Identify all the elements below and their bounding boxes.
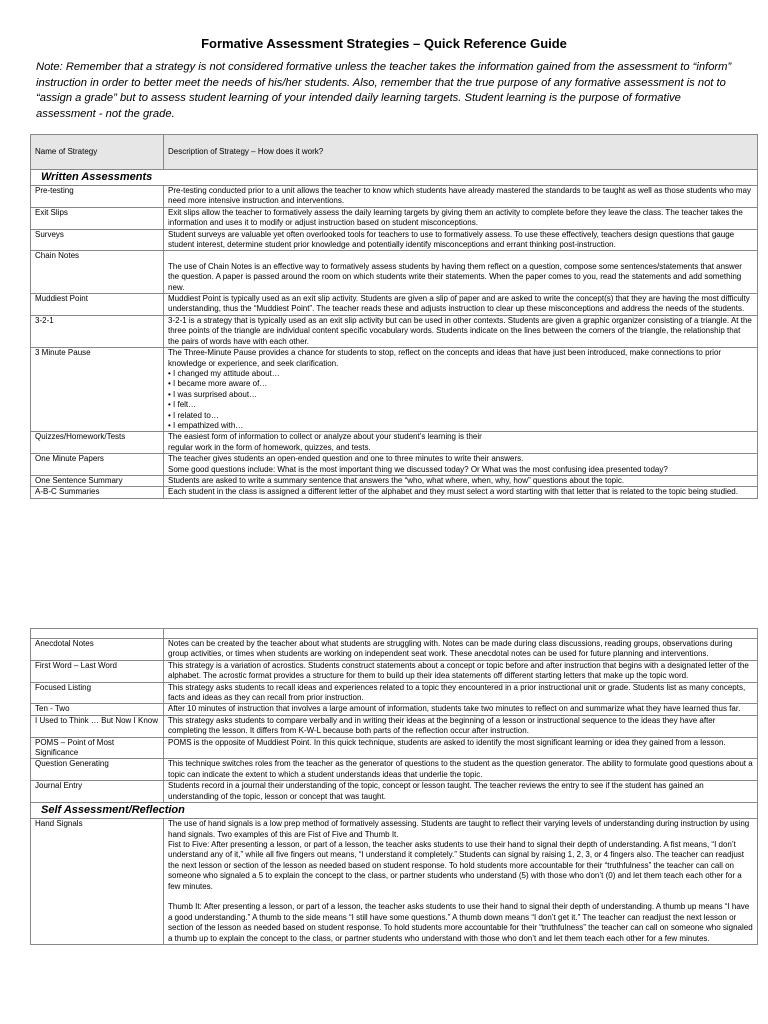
strategy-description: This technique switches roles from the teacher as the generator of questions to the student as the question generator. The ability to formulate good questions about a topic can indicate the extent to which a student understands ideas that underlie the topic. [164, 759, 758, 781]
strategy-description: The Three-Minute Pause provides a chance for students to stop, reflect on the concepts and ideas that have just been introduced, make connections to prior knowledge or experience, and seek clarification. • I changed my attitude about… • I became more aware of… • I was surprised about… • I felt… • I related to… • I empathized with… [164, 348, 758, 432]
table-row [31, 715, 758, 737]
section-row [31, 170, 758, 186]
strategy-description: Muddiest Point is typically used as an exit slip activity. Students are given a slip of paper and are asked to write the concept(s) that they are having the most difficulty understanding, thus the “Muddiest Point”. The teacher reads these and adjusts instruction to clear up these misconceptions and address the needs of the students. [164, 294, 758, 316]
strategy-description: Exit slips allow the teacher to formatively assess the daily learning targets by giving them an activity to complete before they leave the class. The teacher takes the information and uses it to modify or adjust instruction based on student misconceptions. [164, 207, 758, 229]
table-row [31, 348, 758, 432]
strategy-name: 3-2-1 [31, 315, 164, 347]
strategy-name: Ten - Two [31, 704, 164, 715]
strategy-name: One Sentence Summary [31, 475, 164, 486]
blank-row [31, 629, 758, 639]
table-row [31, 315, 758, 347]
table-row [31, 475, 758, 486]
blank-cell [31, 629, 164, 639]
table-row [31, 682, 758, 704]
strategy-description: Each student in the class is assigned a different letter of the alphabet and they must select a word starting with that letter that is related to the topic being studied. [164, 487, 758, 498]
table-header-row [31, 135, 758, 170]
strategy-description: The teacher gives students an open-ended question and one to three minutes to write their answers. Some good questions include: What is the most important thing we discussed today? Or What was the most confusing idea presented today? [164, 454, 758, 476]
section-heading-written-assessments: Written Assessments [31, 170, 758, 186]
strategy-description: The use of hand signals is a low prep method of formatively assessing. Students are taught to reflect their varying levels of understanding during instruction by using hand signals. Two examples of this are Fist of Five and Thumb It. Fist to Five: After presenting a lesson, or part of a lesson, the teacher asks students to use their hand to signal their depth of understanding. A fist means, “I don’t understand any of it,” while all five fingers out means, “I understand it completely.” Students can signal by raising 1, 2, 3, or 4 fingers also. The teacher can readjust the next lesson or section of the lesson as needed based on student response. To hold students more accountable for their “truthfulness” the teacher can call on someone who signaled a 5 to explain the concept to the class, or partner students who understand (5) with those who don’t (0) and let them teach each other for a few minutes. Thumb It: After presenting a lesson, or part of a lesson, the teacher asks students to use their hand to signal their depth of understanding. A thumb up means “I have a good understanding.” A thumb to the side means “I still have some questions.” A thumb down means “I don’t get it.” The teacher can readjust the next lesson or section of the lesson as needed based on student response. To hold students more accountable for their “truthfulness” the teacher can call on someone who signaled a thumb up to explain the concept to the class, or partner students who understand with those who don’t and let them teach each other for a few minutes. [164, 819, 758, 945]
table-row [31, 294, 758, 316]
table-row [31, 704, 758, 715]
strategy-name: One Minute Papers [31, 454, 164, 476]
strategy-description: POMS is the opposite of Muddiest Point. In this quick technique, students are asked to identify the most significant learning or idea they gained from a lesson. [164, 737, 758, 759]
strategy-name: Question Generating [31, 759, 164, 781]
blank-cell [164, 629, 758, 639]
table-row [31, 660, 758, 682]
strategy-table-written [30, 134, 758, 499]
strategy-name: First Word – Last Word [31, 660, 164, 682]
table-row [31, 781, 758, 803]
strategy-name: I Used to Think … But Now I Know [31, 715, 164, 737]
header-name-of-strategy: Name of Strategy [31, 135, 164, 170]
table-row [31, 207, 758, 229]
strategy-description: 3-2-1 is a strategy that is typically used as an exit slip activity but can be used in other contexts. Students are given a graphic organizer consisting of a triangle. At the three points of the triangle are individual content specific vocabulary words. Students indicate on the lines between the corners of the triangle, the relationship that the pairs of words have with each other. [164, 315, 758, 347]
table-row [31, 737, 758, 759]
strategy-description: Pre-testing conducted prior to a unit allows the teacher to know which students have already mastered the standards to be taught as well as those students who may need more intensive instruction and interventions. [164, 186, 758, 208]
strategy-table-continued [30, 628, 758, 945]
strategy-name: Quizzes/Homework/Tests [31, 432, 164, 454]
intro-note: Note: Remember that a strategy is not considered formative unless the teacher takes the information gained from the assessment to “inform” instruction in order to better meet the needs of his/her students. Also, remember that the true purpose of any formative assessment is not to “assign a grade” but to assess student learning of your intended daily learning targets. Student learning is the purpose of formative assessment - not the grade. [36, 61, 732, 120]
strategy-description: Students record in a journal their understanding of the topic, concept or lesson taught. The teacher reviews the entry to see if the student has gained an understanding of the topic, lesson or concept that was taught. [164, 781, 758, 803]
table-row [31, 759, 758, 781]
strategy-name: Anecdotal Notes [31, 639, 164, 661]
table-row [31, 454, 758, 476]
strategy-description: Student surveys are valuable yet often overlooked tools for teachers to use to formatively assess. To use these effectively, teachers design questions that gauge student interest, determine student prior knowledge and potentially identify misconceptions and errant thinking post-instruction. [164, 229, 758, 251]
strategy-description: This strategy asks students to recall ideas and experiences related to a topic they encountered in a prior instructional unit or grade. Students list as many concepts, facts and ideas as they can recall from prior instruction. [164, 682, 758, 704]
strategy-description: Students are asked to write a summary sentence that answers the “who, what where, when, why, how” questions about the topic. [164, 475, 758, 486]
header-description: Description of Strategy – How does it work? [164, 135, 758, 170]
section-row [31, 803, 758, 819]
table-row [31, 487, 758, 498]
strategy-description: Notes can be created by the teacher about what students are struggling with. Notes can be made during class discussions, reading groups, observations during group activities, or times when students are working on independent seat work. These anecdotal notes can be used for future planning and interventions. [164, 639, 758, 661]
strategy-name: Hand Signals [31, 819, 164, 945]
strategy-name: Pre-testing [31, 186, 164, 208]
table-row [31, 186, 758, 208]
table-row [31, 639, 758, 661]
strategy-name: POMS – Point of Most Significance [31, 737, 164, 759]
strategy-description: This strategy is a variation of acrostics. Students construct statements about a concept or topic before and after instruction that begins with a designated letter of the alphabet. The acrostic format provides a structure for them to build up their idea statements off different starting letters that make up the topic word. [164, 660, 758, 682]
section-heading-self-assessment: Self Assessment/Reflection [31, 803, 758, 819]
strategy-description: The easiest form of information to collect or analyze about your student’s learning is their regular work in the form of homework, quizzes, and tests. [164, 432, 758, 454]
strategy-name: Muddiest Point [31, 294, 164, 316]
page-title: Formative Assessment Strategies – Quick Reference Guide [201, 36, 567, 51]
table-row [31, 229, 758, 251]
strategy-description: The use of Chain Notes is an effective way to formatively assess students by having them reflect on a question, compose some sentences/statements that answer the question. A paper is passed around the room on which students write their statements. When the paper comes to you, read the statements and add something new. [164, 251, 758, 294]
strategy-name: Surveys [31, 229, 164, 251]
strategy-name: 3 Minute Pause [31, 348, 164, 432]
strategy-name: A-B-C Summaries [31, 487, 164, 498]
strategy-name: Focused Listing [31, 682, 164, 704]
table-row [31, 819, 758, 945]
strategy-name: Journal Entry [31, 781, 164, 803]
strategy-description: After 10 minutes of instruction that involves a large amount of information, students take two minutes to reflect on and summarize what they have learned thus far. [164, 704, 758, 715]
table-row [31, 432, 758, 454]
strategy-name: Chain Notes [31, 251, 164, 294]
strategy-description: This strategy asks students to compare verbally and in writing their ideas at the beginning of a lesson or instructional sequence to the ideas they have after completing the lesson. It differs from K-W-L because both parts of the reflection occur after instruction. [164, 715, 758, 737]
table-row [31, 251, 758, 294]
strategy-name: Exit Slips [31, 207, 164, 229]
